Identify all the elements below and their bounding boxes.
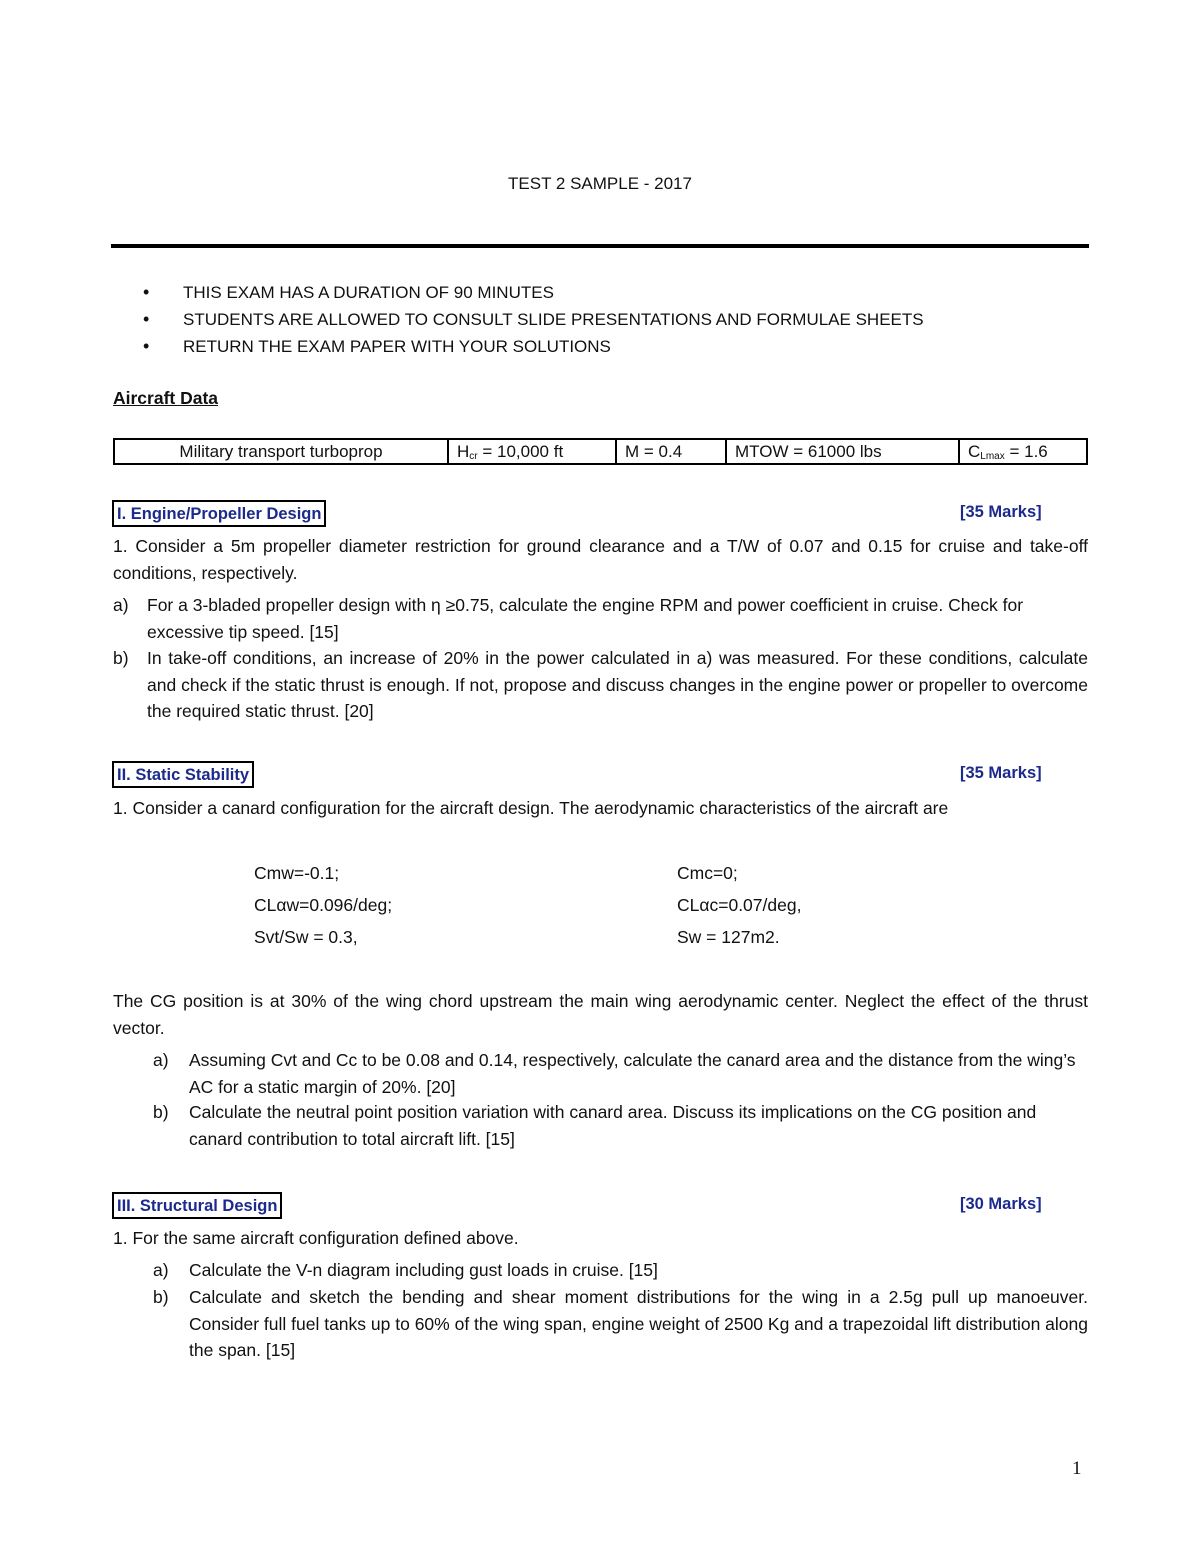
section-heading: II. Static Stability <box>112 761 254 788</box>
part-text: Calculate the neutral point position variation with canard area. Discuss its implications on the CG position and canard contribution to total aircraft lift. [15] <box>189 1102 1037 1149</box>
mtow-cell: MTOW = 61000 lbs <box>726 439 959 464</box>
part-label: b) <box>153 1102 169 1122</box>
param-cl-alpha-wing: CLαw=0.096/deg; <box>254 895 393 915</box>
param-cm-canard: Cmc=0; <box>677 863 738 883</box>
param-cm-wing: Cmw=-0.1; <box>254 863 340 883</box>
section-heading: III. Structural Design <box>112 1192 282 1219</box>
part-text: Assuming Cvt and Cc to be 0.08 and 0.14, respectively, calculate the canard area and the distance from the wing’s AC for a static margin of 20%. [20] <box>189 1050 1076 1097</box>
part-label: a) <box>153 1050 169 1070</box>
question-text: 1. Consider a canard configuration for the aircraft design. The aerodynamic characteristics of the aircraft are <box>113 798 949 818</box>
param-area-ratio: Svt/Sw = 0.3, <box>254 927 358 947</box>
part-label: b) <box>113 648 129 668</box>
question-text: 1. For the same aircraft configuration defined above. <box>113 1228 519 1248</box>
exam-rules-list <box>143 279 1043 360</box>
cruise-altitude-cell: $H_{cr} = 10,000$ ft <box>448 439 616 464</box>
title-rule <box>111 244 1089 248</box>
problem-paragraph: The CG position is at 30% of the wing chord upstream the main wing aerodynamic center. Neglect the effect of the thrust vector. <box>113 991 1088 1038</box>
exam-rule: • RETURN THE EXAM PAPER WITH YOUR SOLUTIONS <box>143 333 1043 360</box>
section-heading: I. Engine/Propeller Design <box>112 500 326 527</box>
question-text: 1. Consider a 5m propeller diameter restriction for ground clearance and a T/W of 0.07 and 0.15 for cruise and take-off conditions, respectively. <box>113 536 1088 583</box>
part-label: a) <box>113 595 129 615</box>
section-marks: [35 Marks] <box>960 503 1042 521</box>
exam-rule: • STUDENTS ARE ALLOWED TO CONSULT SLIDE PRESENTATIONS AND FORMULAE SHEETS <box>143 306 1043 333</box>
param-wing-area: Sw = 127m2. <box>677 927 780 947</box>
page-title: TEST 2 SAMPLE - 2017 <box>508 174 692 193</box>
aircraft-type-cell: Military transport turboprop <box>114 439 448 464</box>
page-number: 1 <box>1072 1458 1082 1479</box>
exam-rule: • THIS EXAM HAS A DURATION OF 90 MINUTES <box>143 279 1043 306</box>
clmax-cell: $C_{Lmax} = 1.6$ <box>959 439 1087 464</box>
part-text: Calculate and sketch the bending and shear moment distributions for the wing in a 2.5g pull up manoeuver. Consider full fuel tanks up to 60% of the wing span, engine weight of 2500 Kg and a trapezoidal lift distribution along the span. [15] <box>189 1287 1088 1360</box>
aircraft-data-table <box>113 438 1088 465</box>
section-marks: [35 Marks] <box>960 764 1042 782</box>
part-text: For a 3-bladed propeller design with η ≥0.75, calculate the engine RPM and power coefficient in cruise. Check for excessive tip speed. [15] <box>147 595 1024 642</box>
part-text: Calculate the V-n diagram including gust loads in cruise. [15] <box>189 1260 658 1280</box>
part-text: In take-off conditions, an increase of 20% in the power calculated in a) was measured. For these conditions, calculate and check if the static thrust is enough. If not, propose and discuss changes in the engine power or propeller to overcome the required static thrust. [20] <box>147 648 1088 721</box>
aircraft-data-heading: Aircraft Data <box>113 388 219 408</box>
param-cl-alpha-canard: CLαc=0.07/deg, <box>677 895 802 915</box>
section-marks: [30 Marks] <box>960 1195 1042 1213</box>
part-label: a) <box>153 1260 169 1280</box>
mach-cell: M = 0.4 <box>616 439 726 464</box>
part-label: b) <box>153 1287 169 1307</box>
